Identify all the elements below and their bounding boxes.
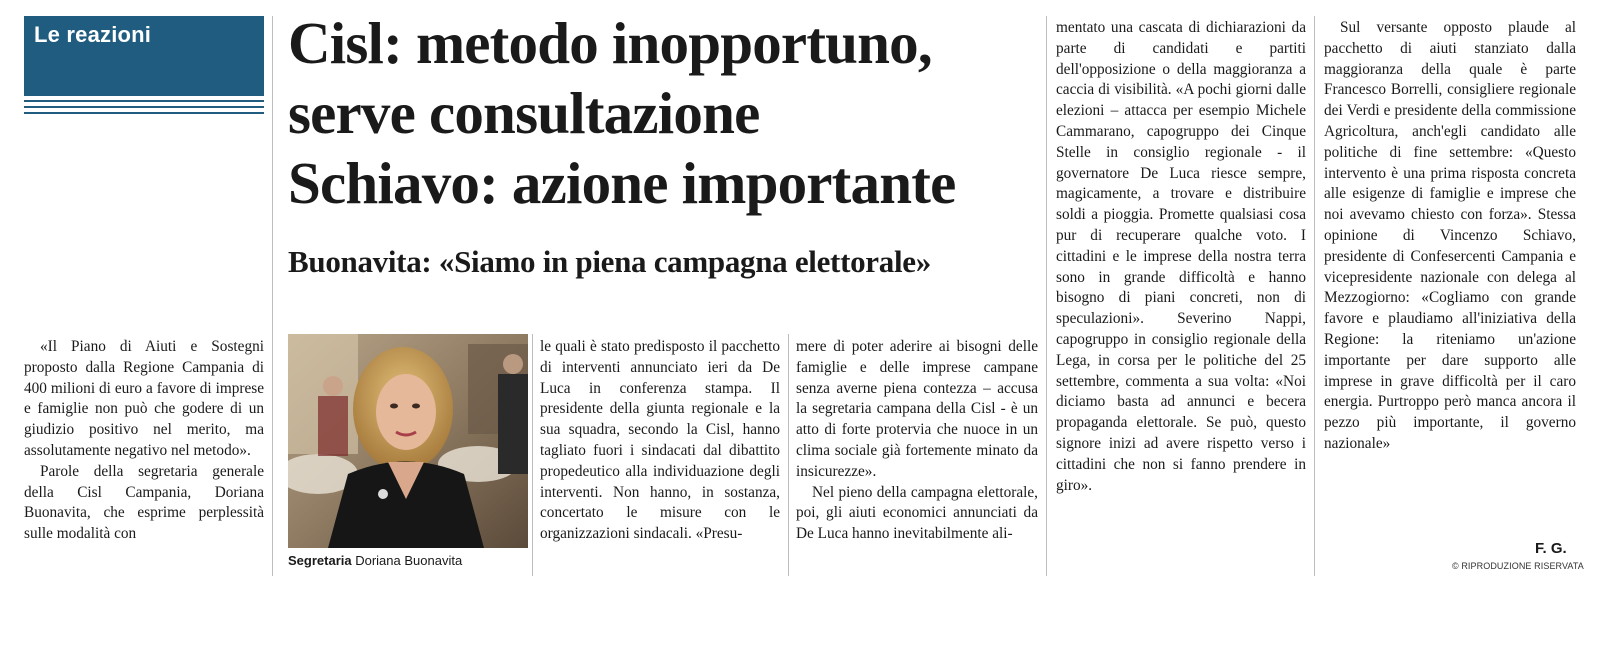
column-divider — [788, 334, 789, 576]
paragraph: Nel pieno della campagna elettorale, poi, gli aiuti economici annunciati da De Luca hanno inevitabilmente ali- — [796, 483, 1038, 543]
column-divider — [272, 16, 273, 576]
subheadline: Buonavita: «Siamo in piena campagna elettorale» — [288, 244, 931, 279]
headline — [288, 8, 1038, 218]
caption-name: Doriana Buonavita — [355, 553, 463, 568]
column-divider — [532, 334, 533, 576]
article-column-1 — [24, 337, 264, 545]
column-divider — [1046, 16, 1047, 576]
section-rules — [24, 100, 264, 118]
paragraph: Parole della segretaria generale della Cisl Campania, Doriana Buonavita, che esprime perplessità sulle modalità con — [24, 462, 264, 543]
paragraph: mere di poter aderire ai bisogni delle famiglie e delle imprese campane senza averne piena contezza – accusa la segretaria campana della Cisl - è un atto di forte protervia che nuoce in un clima sociale già fortemente minato da insicurezze». — [796, 338, 1038, 480]
column-divider — [1314, 16, 1315, 576]
headline-line-2: serve consultazione — [288, 80, 760, 146]
photo-caption — [288, 552, 528, 570]
section-label-box — [24, 16, 264, 96]
paragraph: «Il Piano di Aiuti e Sostegni proposto dalla Regione Campania di 400 milioni di euro a favore di imprese e famiglie non può che godere di un giudizio positivo nel merito, ma assolutamente negativo nel metodo». — [24, 338, 264, 459]
caption-role: Segretaria — [288, 553, 352, 568]
paragraph: mentato una cascata di dichiarazioni da parte di candidati e partiti dell'opposizione o della maggioranza a caccia di visibilità. «A pochi giorni dalle elezioni – attacca per esempio Michele Cammarano, capogruppo dei Cinque Stelle in consiglio regionale - il governatore De Luca riesce sempre, magicamente, a trovare e distribuire soldi a pioggia. Promette qualsiasi cosa pur di recuperare qualche voto. I cittadini e le imprese della nostra terra sono in grande difficoltà e hanno bisogno di piani concreti, non di speculazioni». Severino Nappi, capogruppo in consiglio regionale della Lega, in corsa per le politiche del 25 settembre, commenta a sua volta: «Noi diciamo basta ad annunci e becera propaganda elettorale. Se può, questo signore inizi ad avere rispetto verso i cittadini che non si fanno prendere in giro». — [1056, 19, 1306, 494]
article-column-3 — [796, 337, 1038, 545]
paragraph: le quali è stato predisposto il pacchetto di interventi annunciato ieri da De Luca in conferenza stampa. Il presidente della giunta regionale e la sua squadra, secondo la Cisl, hanno tagliato fuori i sindacati dal dibattito propedeutico alla individuazione degli interventi. Non hanno, in sostanza, concertato le misure con le organizzazioni sindacali. «Presu- — [540, 338, 780, 543]
portrait-image — [288, 334, 528, 548]
article-column-5 — [1324, 18, 1576, 455]
author-signature: F. G. — [1535, 540, 1567, 557]
rule — [24, 100, 264, 102]
rule — [24, 106, 264, 108]
headline-line-1: Cisl: metodo inopportuno, — [288, 10, 932, 76]
article-photo — [288, 334, 528, 548]
section-label: Le reazioni — [34, 22, 152, 47]
article-column-4 — [1056, 18, 1306, 496]
rule — [24, 112, 264, 114]
copyright-notice: © RIPRODUZIONE RISERVATA — [1452, 561, 1584, 571]
headline-line-3: Schiavo: azione importante — [288, 150, 956, 216]
paragraph: Sul versante opposto plaude al pacchetto di aiuti stanziato dalla maggioranza della quale è parte Francesco Borrelli, consigliere regionale dei Verdi e presidente della commissione Agricoltura, anch'egli candidato alle politiche di fine settembre: «Questo intervento è una prima risposta concreta alle esigenze di famiglie e imprese che noi avevamo chiesto con forza». Stessa opinione di Vincenzo Schiavo, presidente di Confesercenti Campania e vicepresidente nazionale con delega al Mezzogiorno: «Cogliamo con grande favore e plaudiamo all'iniziativa della Regione: la riteniamo un'azione importante per dare supporto alle imprese in grave difficoltà per il caro energia. Purtroppo però manca ancora il pezzo più importante, il governo nazionale» — [1324, 19, 1576, 452]
article-column-2 — [540, 337, 780, 545]
